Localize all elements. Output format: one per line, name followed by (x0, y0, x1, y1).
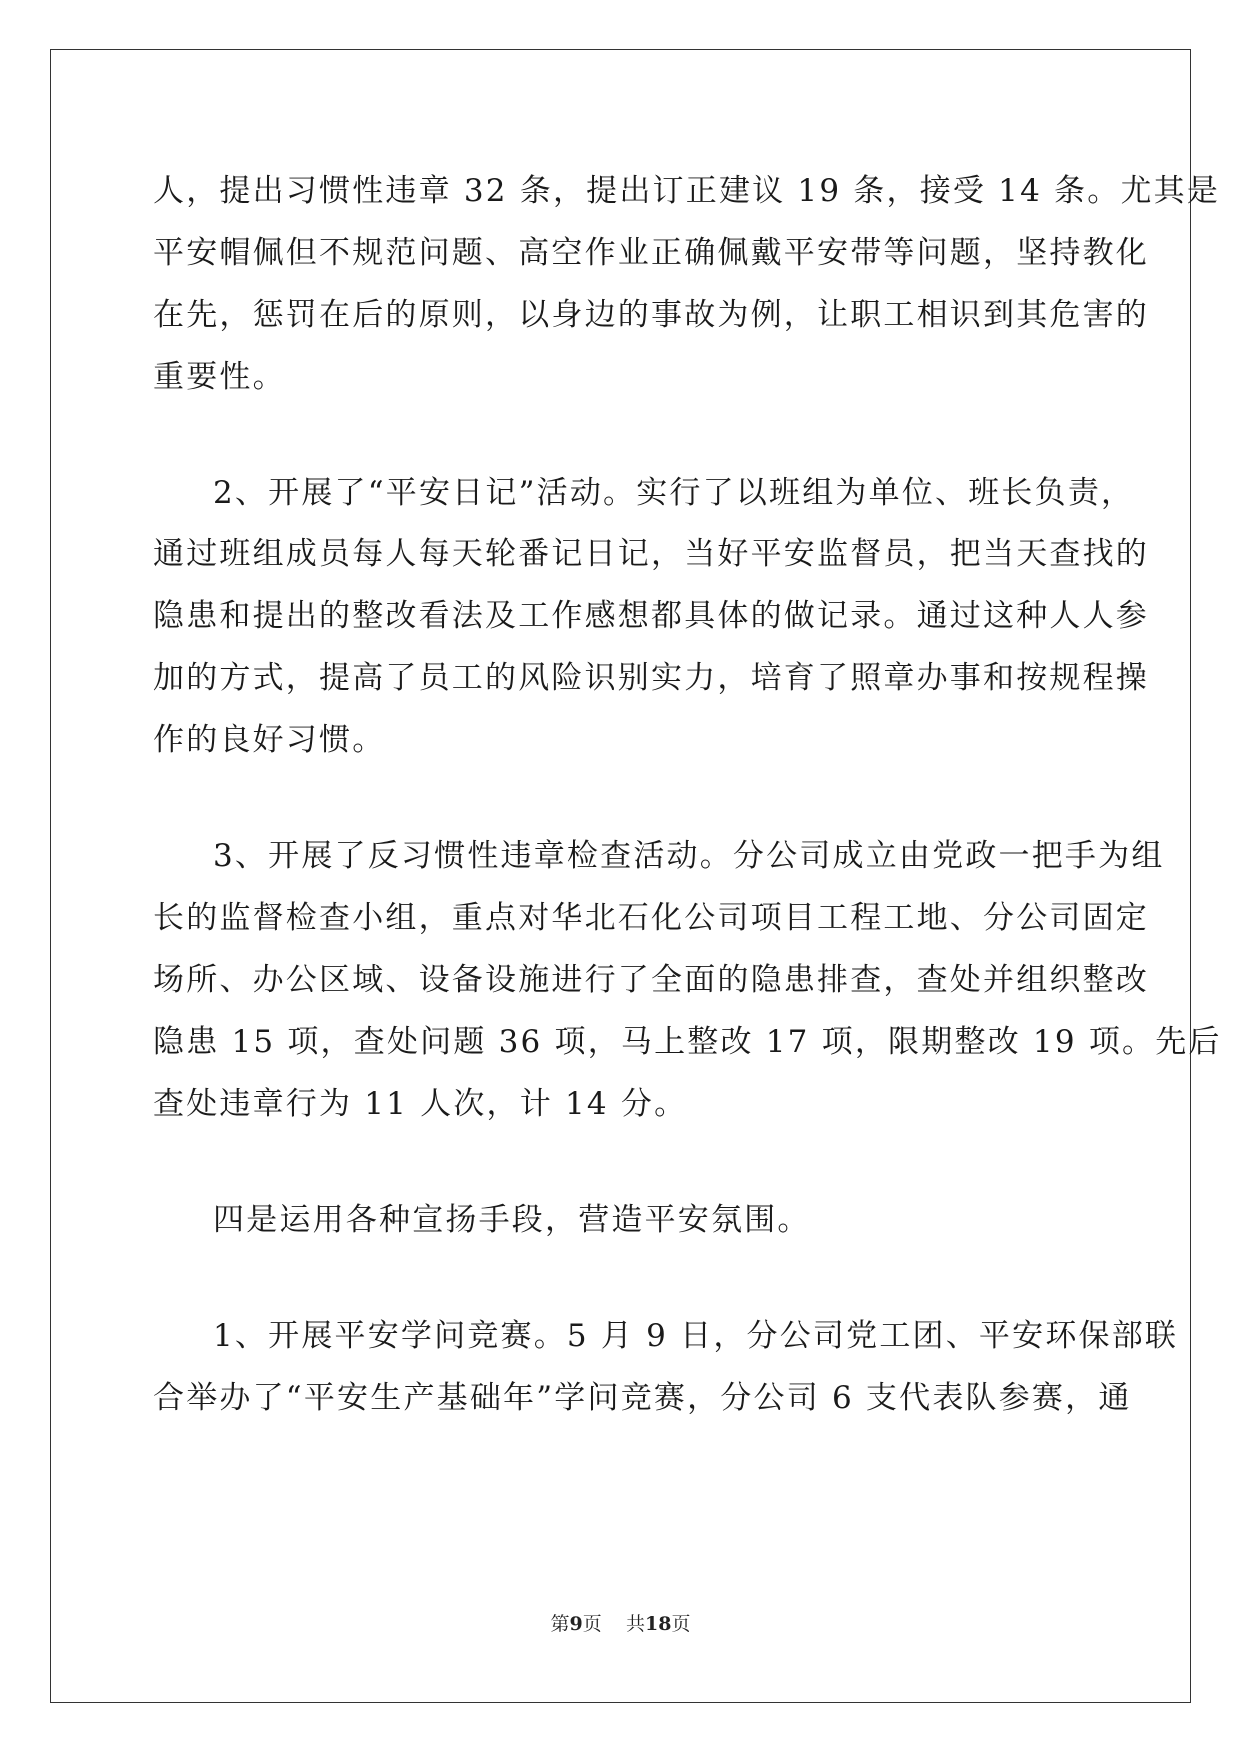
page-footer (0, 1609, 1241, 1636)
text-line: 人，提出习惯性违章 32 条，提出订正建议 19 条，接受 14 条。尤其是 (153, 173, 1221, 209)
paragraph-start: 四是运用各种宣扬手段，营造平安氛围。 (213, 1202, 811, 1238)
text-line: 查处违章行为 11 人次，计 14 分。 (153, 1086, 688, 1122)
page-prefix: 第 (550, 1613, 570, 1635)
page-number: 9 (569, 1613, 583, 1635)
paragraph-start: 1、开展平安学问竞赛。5 月 9 日，分公司党工团、平安环保部联 (213, 1318, 1179, 1354)
paragraph-start: 3、开展了反习惯性违章检查活动。分公司成立由党政一把手为组 (213, 838, 1165, 874)
text-line: 作的良好习惯。 (153, 722, 386, 758)
total-pages: 18 (644, 1613, 672, 1635)
text-line: 场所、办公区域、设备设施进行了全面的隐患排查，查处并组织整改 (153, 962, 1149, 998)
text-line: 合举办了“平安生产基础年”学问竞赛，分公司 6 支代表队参赛，通 (153, 1380, 1132, 1416)
text-line: 长的监督检查小组，重点对华北石化公司项目工程工地、分公司固定 (153, 900, 1149, 936)
text-line: 平安帽佩但不规范问题、高空作业正确佩戴平安带等问题，坚持教化 (153, 235, 1149, 271)
text-line: 隐患和提出的整改看法及工作感想都具体的做记录。通过这种人人参 (153, 598, 1149, 634)
paragraph-start: 2、开展了“平安日记”活动。实行了以班组为单位、班长负责， (213, 475, 1135, 511)
text-line: 通过班组成员每人每天轮番记日记，当好平安监督员，把当天查找的 (153, 536, 1149, 572)
text-line: 隐患 15 项，查处问题 36 项，马上整改 17 项，限期整改 19 项。先后 (153, 1024, 1222, 1060)
total-prefix: 共 (625, 1613, 645, 1635)
text-line: 重要性。 (153, 359, 286, 395)
total-suffix: 页 (671, 1613, 691, 1635)
page-suffix: 页 (582, 1613, 602, 1635)
text-line: 在先，惩罚在后的原则，以身边的事故为例，让职工相识到其危害的 (153, 297, 1149, 333)
text-line: 加的方式，提高了员工的风险识别实力，培育了照章办事和按规程操 (153, 660, 1149, 696)
